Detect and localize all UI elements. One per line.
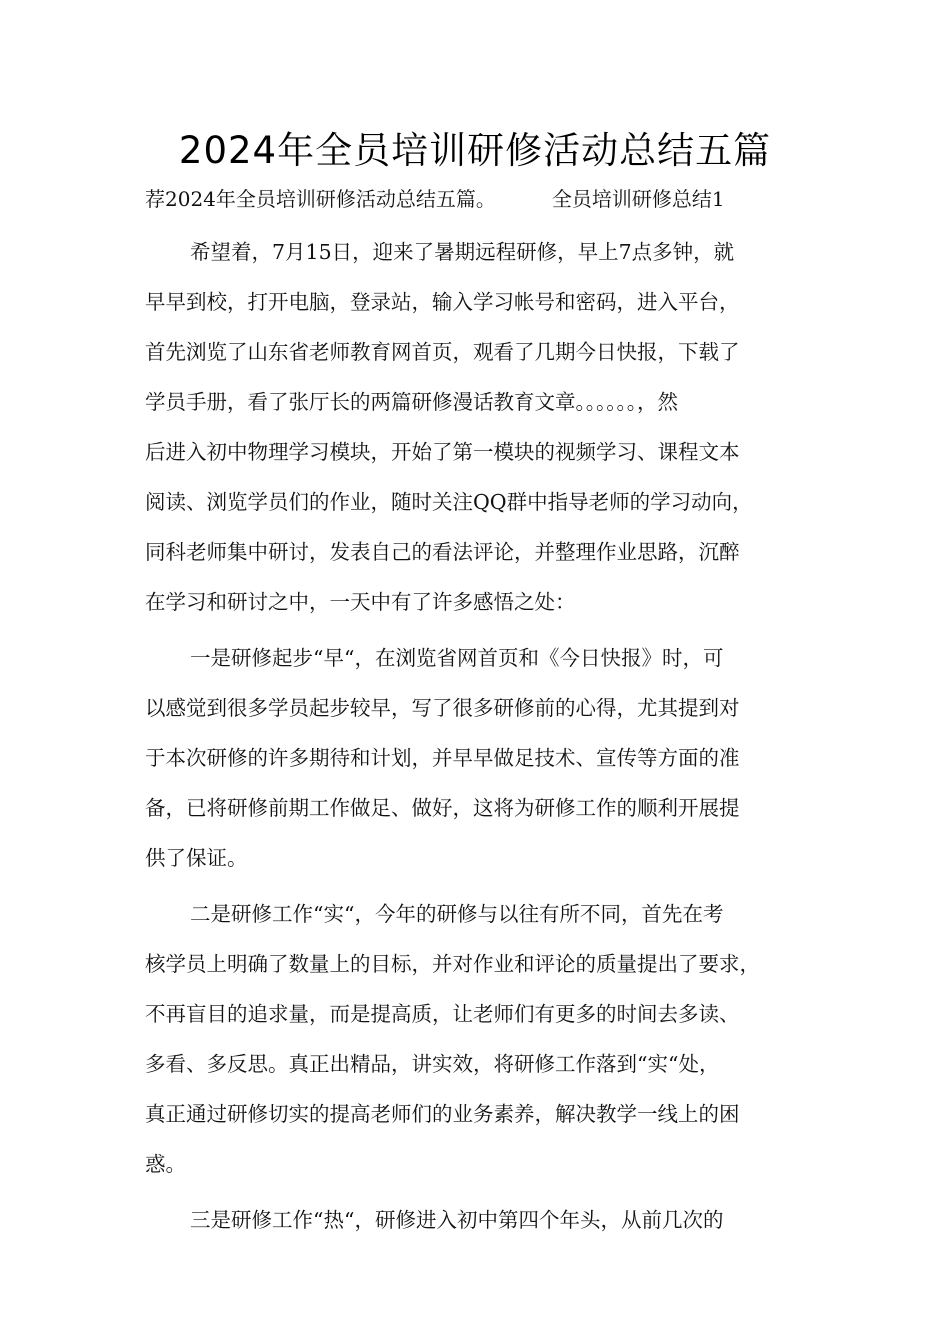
paragraph-line: 供了保证。 xyxy=(145,846,248,870)
document-body xyxy=(145,232,835,1256)
paragraph-line: 同科老师集中研讨，发表自己的看法评论，并整理作业思路，沉醉 xyxy=(145,540,740,564)
paragraph-line: 阅读、浏览学员们的作业，随时关注QQ群中指导老师的学习动向， xyxy=(145,490,753,514)
document-title: 2024年全员培训研修活动总结五篇 xyxy=(178,129,772,172)
paragraph-line: 学员手册，看了张厅长的两篇研修漫话教育文章。。。。。。，然 xyxy=(145,390,678,414)
paragraph-line: 后进入初中物理学习模块，开始了第一模块的视频学习、课程文本 xyxy=(145,440,740,464)
intro-recommendation: 荐2024年全员培训研修活动总结五篇。 xyxy=(145,187,496,211)
paragraph-line: 惑。 xyxy=(145,1152,186,1176)
paragraph-line: 核学员上明确了数量上的目标，并对作业和评论的质量提出了要求， xyxy=(145,952,760,976)
paragraph-line: 真正通过研修切实的提高老师们的业务素养，解决教学一线上的困 xyxy=(145,1102,740,1126)
paragraph-line: 于本次研修的许多期待和计划，并早早做足技术、宣传等方面的准 xyxy=(145,746,740,770)
paragraph-line: 备，已将研修前期工作做足、做好，这将为研修工作的顺利开展提 xyxy=(145,796,740,820)
paragraph xyxy=(145,232,835,632)
intro-line xyxy=(145,184,825,214)
paragraph-line: 三是研修工作“热“，研修进入初中第四个年头，从前几次的 xyxy=(190,1208,724,1232)
paragraph-line: 在学习和研讨之中，一天中有了许多感悟之处： xyxy=(145,590,576,614)
paragraph-line: 希望着，7月15日，迎来了暑期远程研修，早上7点多钟，就 xyxy=(190,240,735,264)
paragraph xyxy=(145,638,835,888)
paragraph xyxy=(145,894,835,1194)
paragraph-line: 二是研修工作“实“，今年的研修与以往有所不同，首先在考 xyxy=(190,902,724,926)
paragraph-line: 一是研修起步“早“，在浏览省网首页和《今日快报》时，可 xyxy=(190,646,724,670)
section-heading: 全员培训研修总结1 xyxy=(551,187,725,211)
paragraph xyxy=(145,1200,835,1250)
paragraph-line: 不再盲目的追求量，而是提高质，让老师们有更多的时间去多读、 xyxy=(145,1002,740,1026)
paragraph-line: 多看、多反思。真正出精品，讲实效，将研修工作落到“实“处， xyxy=(145,1052,720,1076)
paragraph-line: 早早到校，打开电脑，登录站，输入学习帐号和密码，进入平台， xyxy=(145,290,740,314)
paragraph-line: 首先浏览了山东省老师教育网首页，观看了几期今日快报，下载了 xyxy=(145,340,740,364)
paragraph-line: 以感觉到很多学员起步较早，写了很多研修前的心得，尤其提到对 xyxy=(145,696,740,720)
